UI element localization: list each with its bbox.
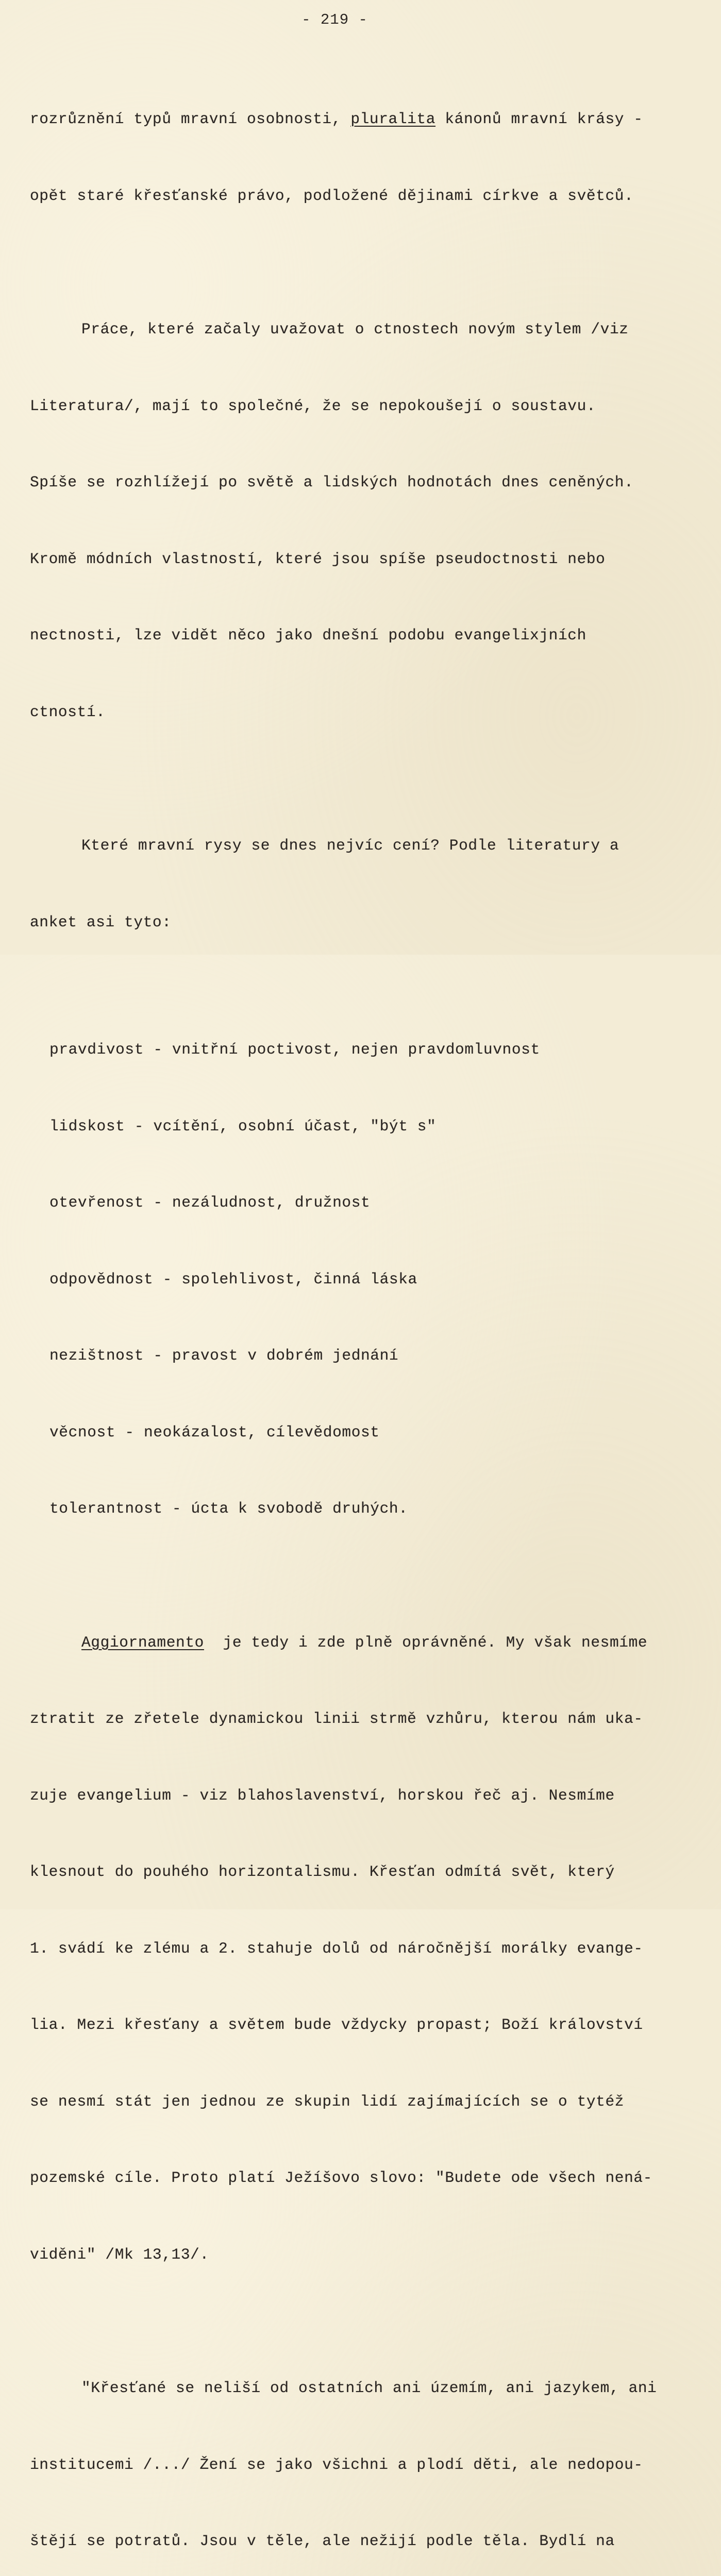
list-item: pravdivost - vnitřní poctivost, nejen pravdomluvnost bbox=[49, 1041, 540, 1058]
text-line: rozrůznění typů mravní osobnosti, pluralita kánonů mravní krásy - bbox=[30, 110, 643, 128]
text-line: nectnosti, lze vidět něco jako dnešní podobu evangelixjních bbox=[30, 626, 586, 644]
text-line: se nesmí stát jen jednou ze skupin lidí zajímajících se o tytéž bbox=[30, 2092, 625, 2110]
text-line: pozemské cíle. Proto platí Ježíšovo slovo: "Budete ode všech nená- bbox=[30, 2169, 652, 2187]
text-line: lia. Mezi křesťany a světem bude vždycky propast; Boží království bbox=[30, 2016, 643, 2033]
text-line: "Křesťané se neliší od ostatních ani územím, ani jazykem, ani bbox=[81, 2379, 657, 2397]
underlined-word: pluralita bbox=[350, 110, 436, 128]
text-line: 1. svádí ke zlému a 2. stahuje dolů od náročnější morálky evange- bbox=[30, 1939, 643, 1957]
text-line: ctností. bbox=[30, 703, 106, 721]
page-number: - 219 - bbox=[301, 11, 368, 28]
page-text bbox=[30, 56, 700, 2576]
text-line: Práce, které začaly uvažovat o ctnostech novým stylem /viz bbox=[81, 320, 629, 338]
text-line: zuje evangelium - viz blahoslavenství, horskou řeč aj. Nesmíme bbox=[30, 1786, 615, 1804]
text-line: Kromě módních vlastností, které jsou spíše pseudoctnosti nebo bbox=[30, 550, 606, 568]
text-line: štějí se potratů. Jsou v těle, ale nežijí podle těla. Bydlí na bbox=[30, 2532, 615, 2550]
list-item: lidskost - vcítění, osobní účast, "být s" bbox=[49, 1117, 437, 1135]
paragraph-3 bbox=[30, 782, 700, 986]
paragraph-5 bbox=[30, 2325, 700, 2576]
paragraph-2 bbox=[30, 266, 700, 776]
paragraph-1 bbox=[30, 56, 700, 260]
paragraph-gap bbox=[30, 776, 700, 782]
list-item: tolerantnost - úcta k svobodě druhých. bbox=[49, 1500, 408, 1517]
paragraph-gap bbox=[30, 260, 700, 266]
text-line: opět staré křesťanské právo, podložené dějinami církve a světců. bbox=[30, 187, 634, 205]
list-item: věcnost - neokázalost, cílevědomost bbox=[49, 1423, 380, 1441]
paragraph-4 bbox=[30, 1579, 700, 2319]
virtue-list bbox=[30, 986, 700, 1573]
text-line: Které mravní rysy se dnes nejvíc cení? Podle literatury a bbox=[81, 837, 619, 854]
list-item: odpovědnost - spolehlivost, činná láska bbox=[49, 1270, 417, 1288]
text-line: anket asi tyto: bbox=[30, 913, 172, 931]
list-item: otevřenost - nezáludnost, družnost bbox=[49, 1194, 371, 1211]
text-line: Literatura/, mají to společné, že se nepokoušejí o soustavu. bbox=[30, 397, 596, 415]
text-line: klesnout do pouhého horizontalismu. Křesťan odmítá svět, který bbox=[30, 1863, 615, 1880]
list-item: nezištnost - pravost v dobrém jednání bbox=[49, 1347, 399, 1364]
text-line: institucemi /.../ Žení se jako všichni a plodí děti, ale nedopou- bbox=[30, 2455, 643, 2473]
text-line: viděni" /Mk 13,13/. bbox=[30, 2245, 209, 2263]
text-line: Spíše se rozhlížejí po světě a lidských hodnotách dnes ceněných. bbox=[30, 473, 634, 491]
paragraph-gap bbox=[30, 2318, 700, 2325]
paragraph-gap bbox=[30, 1573, 700, 1579]
text-line: ztratit ze zřetele dynamickou linii strmě vzhůru, kterou nám uka- bbox=[30, 1710, 643, 1727]
text-line: Aggiornamento je tedy i zde plně oprávněné. My však nesmíme bbox=[81, 1633, 648, 1651]
underlined-word: Aggiornamento bbox=[81, 1633, 204, 1651]
